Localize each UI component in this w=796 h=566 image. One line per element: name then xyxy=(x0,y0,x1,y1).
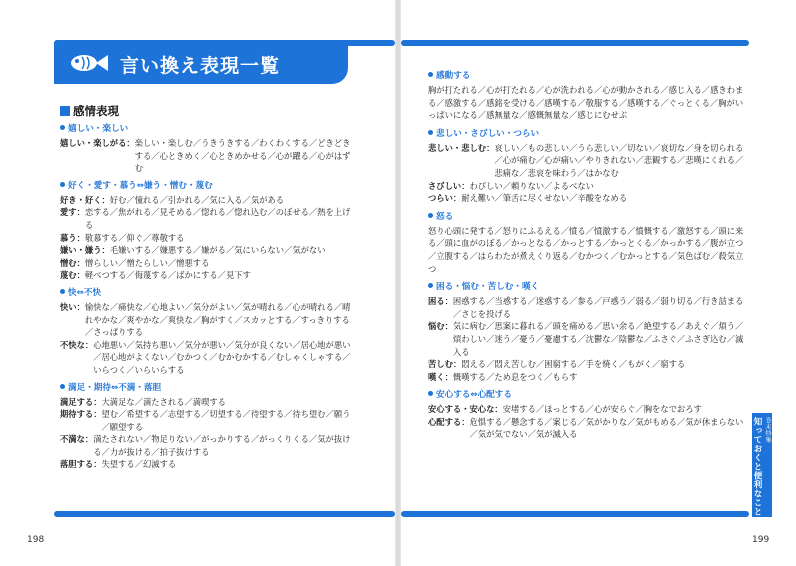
group-heading xyxy=(428,282,750,293)
entry-group xyxy=(60,124,358,175)
entry-definitions: 安堵する／ほっとする／心が安らぐ／胸をなでおろす xyxy=(502,404,702,415)
entry-row xyxy=(60,408,358,433)
entry-term: 心配する： xyxy=(428,416,470,427)
entry-row xyxy=(60,257,358,270)
group-heading-text: 悲しい・さびしい・つらい xyxy=(436,128,540,139)
entry-term: さびしい： xyxy=(428,180,470,191)
group-heading xyxy=(428,71,750,82)
entry-group xyxy=(60,383,358,472)
group-heading xyxy=(60,383,358,394)
entry-term: 愛す： xyxy=(60,207,85,218)
entry-group xyxy=(60,288,358,377)
entry-definitions: 怒り心頭に発する／怒りにふるえる／憤る／憤激する／憤慨する／激怒する／頭に来る／頭に血がのぼる／かっとなる／かっとする／かっとくる／かっかする／腹が立つ／立腹する／はらわたが煮えくり返る／むかつく／むかっとする／気色ばむ／殺気立つ xyxy=(428,225,744,274)
entry-definitions: 好む／憧れる／引かれる／気に入る／気がある xyxy=(109,194,285,205)
entry-row xyxy=(428,403,750,416)
bullet-icon xyxy=(60,125,65,130)
left-column xyxy=(60,124,358,477)
group-heading-text: 困る・悩む・苦しむ・嘆く xyxy=(436,282,540,293)
group-heading xyxy=(428,390,750,401)
top-rule-right xyxy=(401,40,749,46)
entry-definitions: 恋する／焦がれる／見そめる／惚れる／惚れ込む／のぼせる／熱を上げる xyxy=(84,207,351,230)
side-tab-label: 知っておくと便利なこと xyxy=(752,417,762,516)
entry-group xyxy=(428,212,750,275)
entry-term: 悲しい・悲しむ： xyxy=(428,142,495,153)
entry-group xyxy=(428,129,750,205)
entry-definitions: 満たされない／物足りない／がっかりする／がっくりくる／気が抜ける／力が抜ける／拍子抜けする xyxy=(93,434,351,457)
bullet-icon xyxy=(428,130,433,135)
entry-term: 慕う： xyxy=(60,232,85,243)
entry-row xyxy=(60,244,358,257)
entry-definitions: 慨嘆する／ため息をつく／もらす xyxy=(452,371,578,382)
entry-group xyxy=(60,181,358,282)
entry-term: 落胆する： xyxy=(60,459,102,470)
entry-row xyxy=(60,339,358,377)
group-heading-text: 感動する xyxy=(436,71,471,81)
page-title: 言い換え表現一覧 xyxy=(120,55,281,77)
entry-term: 苦しむ： xyxy=(428,359,462,370)
entry-term: つらい： xyxy=(428,193,462,204)
entry-term: 不満な： xyxy=(60,434,94,445)
entry-row xyxy=(60,301,358,339)
entry-term: 悩む： xyxy=(428,321,453,332)
group-heading-text: 怒る xyxy=(436,211,454,222)
entry-definitions: 望む／希望する／志望する／切望する／待望する／待ち望む／願う／願望する xyxy=(101,409,351,432)
entry-term: 好き・好く： xyxy=(60,194,110,205)
entry-row xyxy=(428,225,750,275)
entry-definitions: 愉快な／痛快な／心地よい／気分がよい／気が晴れる／心が晴れる／晴れやかな／爽やかな／爽快な／胸がすく／スカッとする／すっきりする／さっぱりする xyxy=(84,301,351,338)
entry-term: 安心する・安心な： xyxy=(428,404,503,415)
entry-row xyxy=(428,358,750,371)
entry-definitions: 危惧する／懸念する／案じる／気がかりな／気がもめる／気が休まらない／気が気でない／気が滅入る xyxy=(469,416,744,440)
entry-term: 不快な： xyxy=(60,339,94,350)
entry-group xyxy=(428,71,750,122)
entry-term: 嘆く： xyxy=(428,371,453,382)
bullet-icon xyxy=(60,182,65,187)
entry-row xyxy=(60,232,358,245)
entry-row xyxy=(60,269,358,282)
section-marker-icon xyxy=(60,106,70,116)
entry-definitions: 敬慕する／仰ぐ／尊敬する xyxy=(84,232,185,243)
section-title-text: 感情表現 xyxy=(73,104,119,118)
entry-definitions: 大満足な／満たされる／満喫する xyxy=(101,396,226,407)
bullet-icon xyxy=(428,283,433,288)
entry-row xyxy=(428,320,750,358)
entry-definitions: 哀しい／もの悲しい／うら悲しい／切ない／哀切な／身を切られる／心が痛む／心が痛い／やりきれない／悲観する／悲嘆にくれる／悲痛な／悲哀を味わう／はかなむ xyxy=(494,142,744,178)
entry-term: 期待する： xyxy=(60,409,102,420)
entry-definitions: 失望する／幻滅する xyxy=(101,459,177,470)
bullet-icon xyxy=(428,72,433,77)
entry-row xyxy=(60,458,358,471)
bullet-icon xyxy=(60,289,65,294)
section-title xyxy=(60,103,119,119)
entry-definitions: 毛嫌いする／嫌悪する／嫌がる／気にいらない／気がない xyxy=(109,245,326,256)
entry-definitions: 悶える／悶え苦しむ／困窮する／手を焼く／もがく／窮する xyxy=(461,359,686,370)
page-number-right: 199 xyxy=(752,535,770,545)
group-heading-text: 嬉しい・楽しい xyxy=(68,124,129,134)
side-tab xyxy=(752,413,772,517)
bullet-icon xyxy=(428,391,433,396)
entry-row xyxy=(428,295,750,320)
entry-definitions: 憎らしい／憎たらしい／憎悪する xyxy=(84,257,210,268)
group-heading xyxy=(428,212,750,223)
entry-group xyxy=(428,282,750,383)
entry-term: 困る： xyxy=(428,296,453,307)
entry-definitions: 耐え難い／筆舌に尽くせない／辛酸をなめる xyxy=(461,193,628,204)
entry-definitions: 心地悪い／気持ち悪い／気分が悪い／気分が良くない／居心地が悪い／居心地がよくない／むかつく／むかむかする／むしゃくしゃする／いらつく／いらいらする xyxy=(93,339,351,375)
group-heading-text: 好く・愛す・慕う⇔嫌う・憎む・蔑む xyxy=(68,180,213,191)
entry-definitions: 気に病む／思案に暮れる／頭を痛める／思い余る／絶望する／あえぐ／煩う／煩わしい／迷う／憂う／憂慮する／沈鬱な／陰鬱な／ふさぐ／ふさぎ込む／滅入る xyxy=(452,321,744,357)
entry-row xyxy=(60,137,358,175)
bullet-icon xyxy=(428,213,433,218)
bottom-rule-left xyxy=(54,511,395,517)
entry-row xyxy=(60,194,358,207)
group-heading xyxy=(60,181,358,192)
entry-group xyxy=(428,390,750,441)
entry-row xyxy=(60,433,358,458)
entry-row xyxy=(428,180,750,193)
group-heading-text: 安心する⇔心配する xyxy=(436,390,512,401)
entry-definitions: 困惑する／当惑する／迷惑する／参る／戸惑う／弱る／弱り切る／行き詰まる／さじを投げる xyxy=(452,296,744,319)
side-tab-small: 巻末特集 xyxy=(764,417,771,443)
bottom-rule-right xyxy=(401,511,749,517)
entry-term: 嫌い・嫌う： xyxy=(60,245,110,256)
group-heading xyxy=(60,288,358,299)
entry-row xyxy=(428,416,750,441)
entry-term: 快い： xyxy=(60,301,85,312)
right-column xyxy=(428,71,750,448)
entry-definitions: 胸が打たれる／心が打たれる／心が洗われる／心が動かされる／感じ入る／感きわまる／感激する／感銘を受ける／感嘆する／敬服する／感嘆する／ぐっとくる／胸がいっぱいになる／感無量な／感慨無量な／感じにむせぶ xyxy=(428,85,744,121)
entry-definitions: 軽べつする／侮蔑する／ばかにする／見下す xyxy=(84,270,251,281)
entry-row xyxy=(60,206,358,231)
entry-row xyxy=(428,142,750,180)
entry-row xyxy=(60,396,358,409)
entry-row xyxy=(428,192,750,205)
entry-term: 憎む： xyxy=(60,257,85,268)
entry-term: 満足する： xyxy=(60,396,102,407)
group-heading xyxy=(60,124,358,135)
entry-term: 蔑む： xyxy=(60,270,85,281)
group-heading xyxy=(428,129,750,140)
group-heading-text: 満足・期待⇔不満・落胆 xyxy=(68,382,162,393)
entry-definitions: 楽しい・楽しむ／うきうきする／わくわくする／どきどきする／心ときめく／心ときめかせる／心が躍る／心がはずむ xyxy=(134,138,351,174)
fish-icon xyxy=(66,52,110,74)
page-number-left: 198 xyxy=(27,535,45,545)
entry-definitions: わびしい／頼りない／よるべない xyxy=(469,180,594,191)
entry-term: 嬉しい・楽しがる： xyxy=(60,138,135,148)
group-heading-text: 快⇔不快 xyxy=(68,287,101,298)
entry-row xyxy=(428,84,750,122)
entry-row xyxy=(428,371,750,384)
bullet-icon xyxy=(60,384,65,389)
